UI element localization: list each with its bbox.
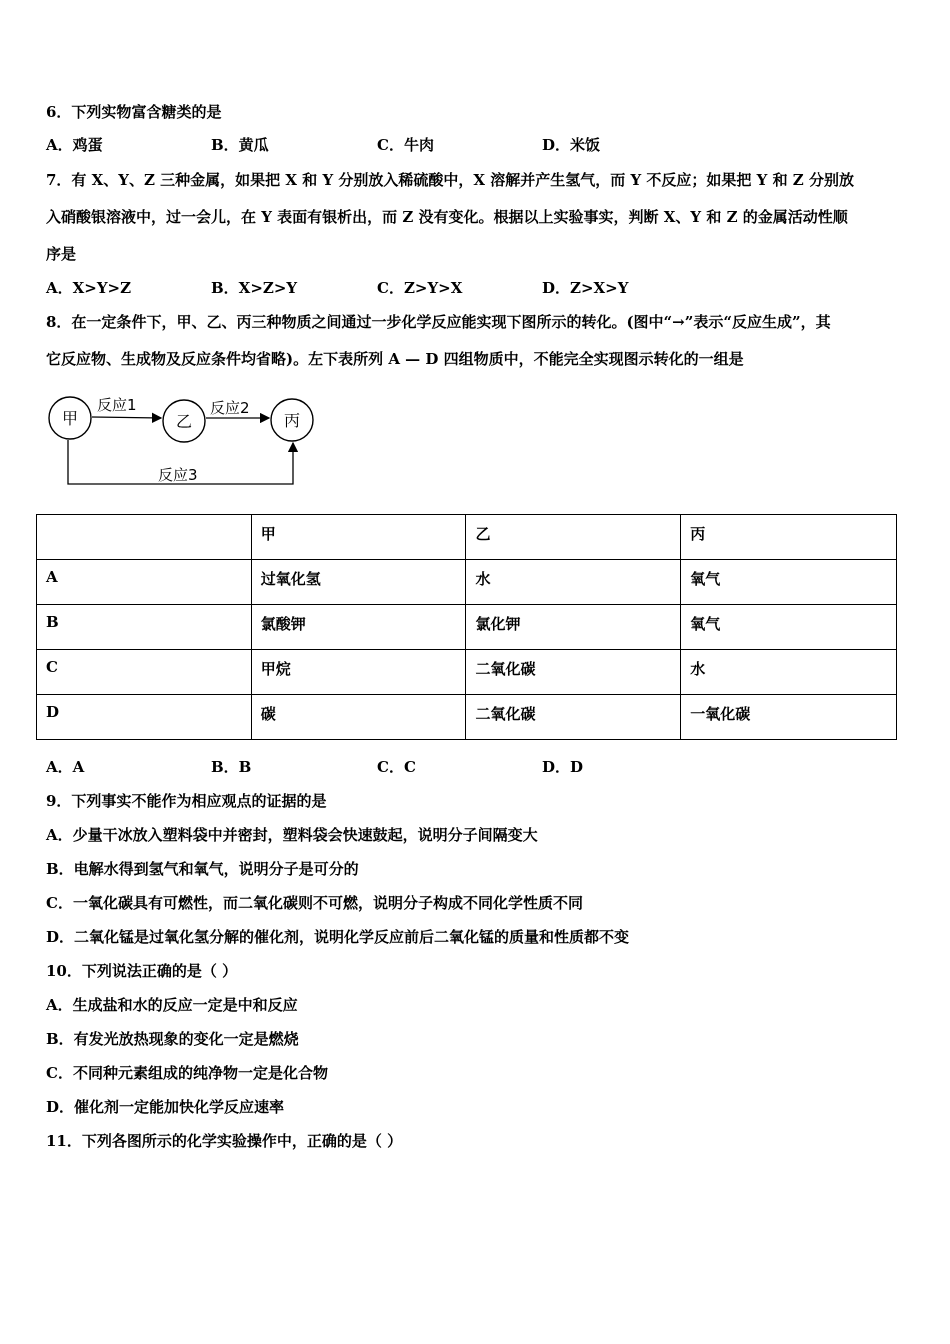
table-cell: A xyxy=(37,560,252,605)
node-jia-label: 甲 xyxy=(61,409,79,428)
q8-stem-line-2: 它反应物、生成物及反应条件均省略)。左下表所列 A — D 四组物质中，不能完全实现图示转化的一组是 xyxy=(46,350,744,368)
q8-table xyxy=(36,514,897,740)
table-cell: B xyxy=(37,605,252,650)
table-cell: 二氧化碳 xyxy=(466,695,681,740)
q11-stem: 11．下列各图所示的化学实验操作中，正确的是（ ） xyxy=(46,1132,403,1150)
q9-stem: 9．下列事实不能作为相应观点的证据的是 xyxy=(46,792,327,810)
table-cell: 氧气 xyxy=(681,560,897,605)
q6-option-c: C．牛肉 xyxy=(377,136,434,154)
q6-stem: 6．下列实物富含糖类的是 xyxy=(46,103,222,121)
table-cell: 二氧化碳 xyxy=(466,650,681,695)
q10-choice-b: B．有发光放热现象的变化一定是燃烧 xyxy=(46,1030,299,1048)
table-header-cell: 甲 xyxy=(251,515,466,560)
q10-stem: 10．下列说法正确的是（ ） xyxy=(46,962,238,980)
table-cell: 氧气 xyxy=(681,605,897,650)
q8-stem-line-1: 8．在一定条件下，甲、乙、丙三种物质之间通过一步化学反应能实现下图所示的转化。(图中“→”表示“反应生成”，其 xyxy=(46,313,831,331)
q10-choice-d: D．催化剂一定能加快化学反应速率 xyxy=(46,1098,285,1116)
table-cell: 氯酸钾 xyxy=(251,605,466,650)
q6-option-a: A．鸡蛋 xyxy=(46,136,103,154)
label-reaction-3: 反应3 xyxy=(158,466,198,484)
table-cell: 水 xyxy=(681,650,897,695)
q7-stem-line-3: 序是 xyxy=(46,245,77,263)
table-cell: 过氧化氢 xyxy=(251,560,466,605)
label-reaction-2: 反应2 xyxy=(210,399,250,417)
q7-option-c: C．Z>Y>X xyxy=(377,279,463,297)
node-bing-label: 丙 xyxy=(283,411,301,430)
table-row xyxy=(37,695,897,740)
reaction-diagram xyxy=(46,386,346,490)
table-row xyxy=(37,560,897,605)
node-yi-label: 乙 xyxy=(175,412,193,431)
table-row xyxy=(37,650,897,695)
q8-option-a: A．A xyxy=(46,758,85,776)
table-cell: 水 xyxy=(466,560,681,605)
q8-option-b: B．B xyxy=(211,758,252,776)
q10-choice-a: A．生成盐和水的反应一定是中和反应 xyxy=(46,996,298,1014)
q7-stem-line-1: 7．有 X、Y、Z 三种金属，如果把 X 和 Y 分别放入稀硫酸中，X 溶解并产生氢气，而 Y 不反应；如果把 Y 和 Z 分别放 xyxy=(46,171,854,189)
table-cell: D xyxy=(37,695,252,740)
q10-choice-c: C．不同种元素组成的纯净物一定是化合物 xyxy=(46,1064,328,1082)
table-row xyxy=(37,605,897,650)
q9-choice-b: B．电解水得到氢气和氧气，说明分子是可分的 xyxy=(46,860,359,878)
q7-option-a: A．X>Y>Z xyxy=(46,279,132,297)
table-cell: 甲烷 xyxy=(251,650,466,695)
table-cell: 氯化钾 xyxy=(466,605,681,650)
table-header-cell: 乙 xyxy=(466,515,681,560)
q9-choice-c: C．一氧化碳具有可燃性，而二氧化碳则不可燃，说明分子构成不同化学性质不同 xyxy=(46,894,583,912)
q6-option-b: B．黄瓜 xyxy=(211,136,269,154)
q7-option-d: D．Z>X>Y xyxy=(542,279,629,297)
q6-option-d: D．米饭 xyxy=(542,136,601,154)
q9-choice-d: D．二氧化锰是过氧化氢分解的催化剂，说明化学反应前后二氧化锰的质量和性质都不变 xyxy=(46,928,630,946)
label-reaction-1: 反应1 xyxy=(97,396,137,414)
table-cell: 碳 xyxy=(251,695,466,740)
q8-option-c: C．C xyxy=(377,758,416,776)
q8-option-d: D．D xyxy=(542,758,584,776)
q7-option-b: B．X>Z>Y xyxy=(211,279,298,297)
q7-stem-line-2: 入硝酸银溶液中，过一会儿，在 Y 表面有银析出，而 Z 没有变化。根据以上实验事实，判断 X、Y 和 Z 的金属活动性顺 xyxy=(46,208,848,226)
q9-choice-a: A．少量干冰放入塑料袋中并密封，塑料袋会快速鼓起，说明分子间隔变大 xyxy=(46,826,538,844)
table-header-cell xyxy=(37,515,252,560)
table-header-row xyxy=(37,515,897,560)
table-header-cell: 丙 xyxy=(681,515,897,560)
table-cell: C xyxy=(37,650,252,695)
arrow-reaction-1 xyxy=(92,417,161,418)
table-cell: 一氧化碳 xyxy=(681,695,897,740)
